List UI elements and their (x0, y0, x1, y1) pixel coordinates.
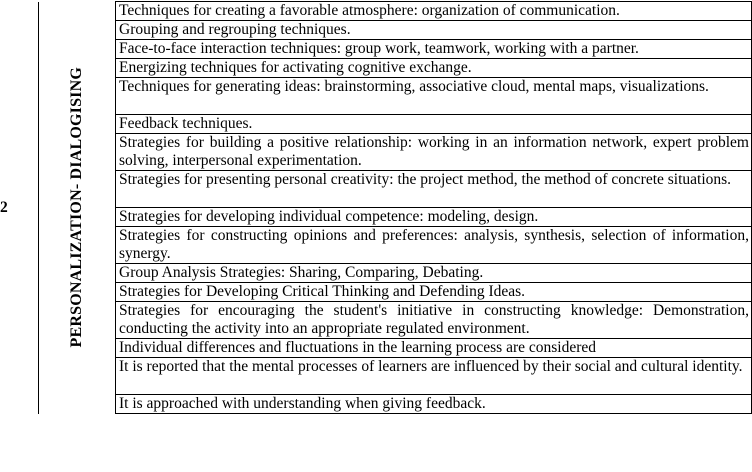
table-cell: Individual differences and fluctuations in the learning process are considered (116, 339, 752, 358)
table-cell: Grouping and regrouping techniques. (116, 21, 752, 40)
table-cell: Strategies for developing individual competence: modeling, design. (116, 208, 752, 227)
table-row (0, 2, 752, 21)
strategies-table (0, 1, 752, 414)
table-cell: Energizing techniques for activating cognitive exchange. (116, 59, 752, 78)
table-cell: Strategies for encouraging the student's initiative in constructing knowledge: Demonstration, conducting the activity into an appropriate regulated environment. (116, 302, 752, 339)
table-cell: Feedback techniques. (116, 115, 752, 134)
category-cell (39, 2, 116, 414)
document-page (0, 1, 752, 472)
table-cell: It is approached with understanding when giving feedback. (116, 395, 752, 414)
table-cell: Strategies for Developing Critical Thinking and Defending Ideas. (116, 283, 752, 302)
table-cell: Strategies for constructing opinions and preferences: analysis, synthesis, selection of information, synergy. (116, 227, 752, 264)
table-cell: Group Analysis Strategies: Sharing, Comparing, Debating. (116, 264, 752, 283)
section-number: 2 (0, 2, 39, 414)
table-cell: Techniques for creating a favorable atmosphere: organization of communication. (116, 2, 752, 21)
table-cell: Strategies for presenting personal creativity: the project method, the method of concrete situations. (116, 171, 752, 208)
category-label: PERSONALIZATION- DIALOGISING (68, 67, 85, 348)
table-cell: It is reported that the mental processes of learners are influenced by their social and cultural identity. (116, 358, 752, 395)
table-cell: Face-to-face interaction techniques: group work, teamwork, working with a partner. (116, 40, 752, 59)
table-cell: Techniques for generating ideas: brainstorming, associative cloud, mental maps, visualizations. (116, 78, 752, 115)
table-cell: Strategies for building a positive relationship: working in an information network, expert problem solving, interpersonal experimentation. (116, 134, 752, 171)
